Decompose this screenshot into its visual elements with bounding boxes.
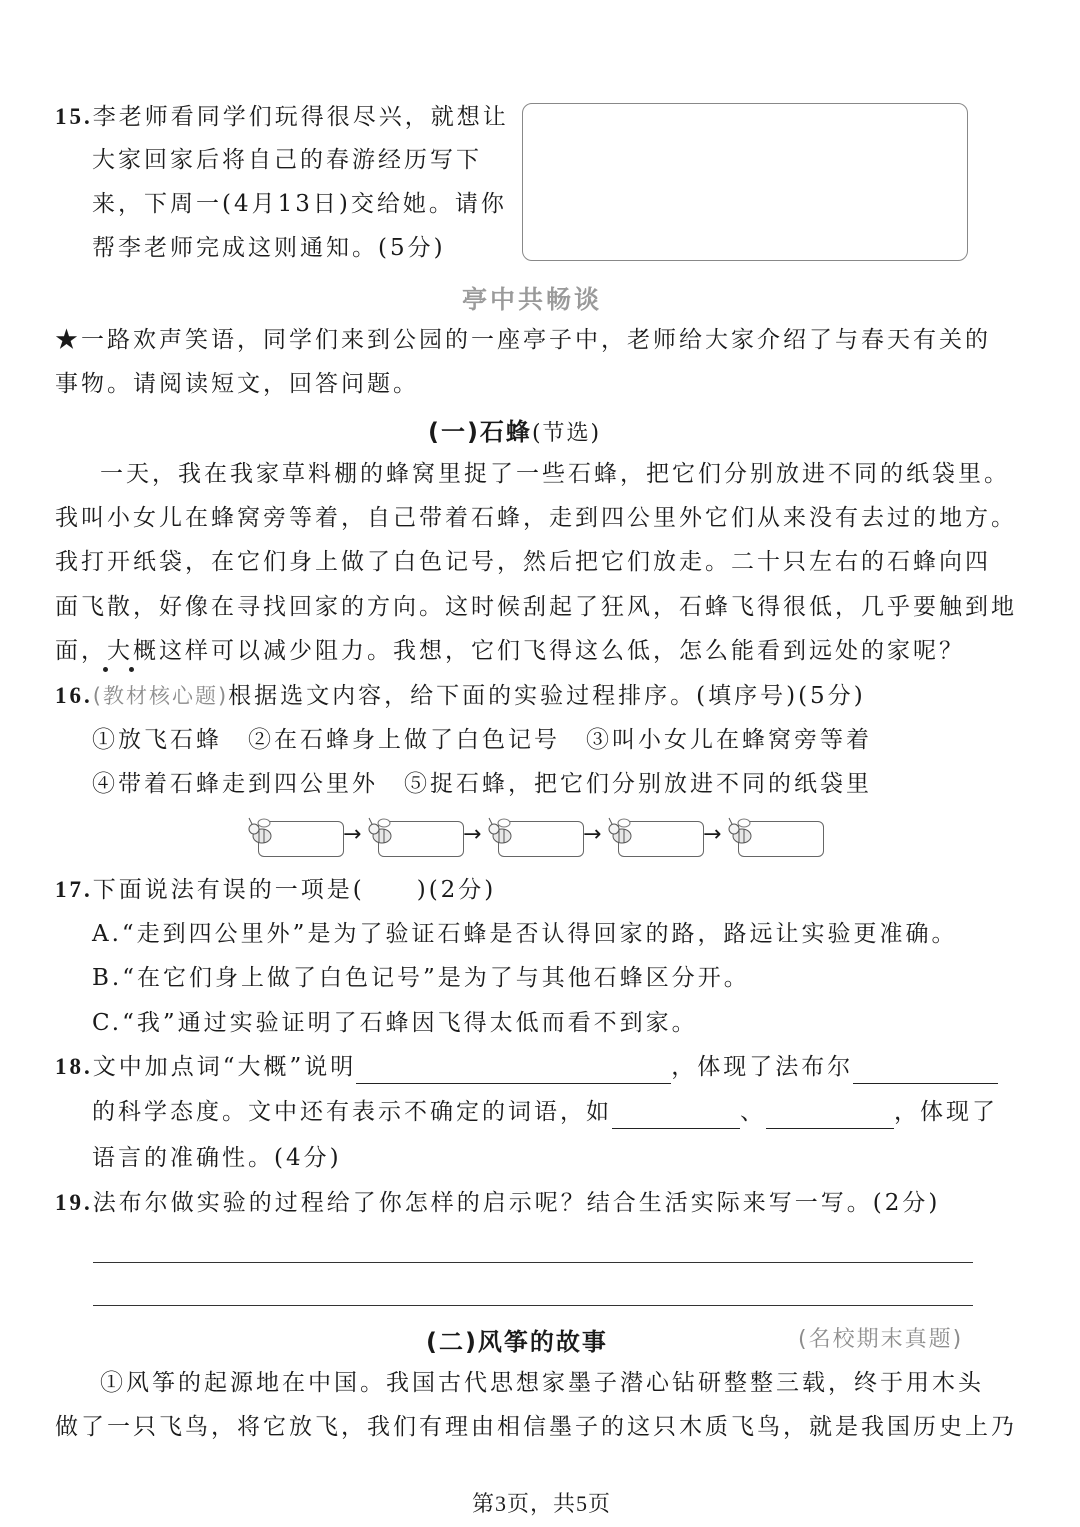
emphasis-dot-1	[103, 667, 108, 672]
q18-part5: ，体现了	[894, 1099, 998, 1125]
bee-icon	[364, 815, 398, 849]
intro-line-1: ★一路欢声笑语，同学们来到公园的一座亭子中，老师给大家介绍了与春天有关的	[55, 327, 991, 353]
sequence-arrow-1: →	[343, 822, 362, 847]
q15-text-1: 李老师看同学们玩得很尽兴，就想让	[92, 104, 509, 130]
passage1-note: (节选)	[531, 421, 602, 446]
passage1-heading	[428, 412, 601, 447]
q18-blank-3[interactable]	[612, 1102, 740, 1129]
q17-line	[55, 873, 496, 907]
passage1-line-5: 面，大概这样可以减少阻力。我想，它们飞得这么低，怎么能看到远处的家呢？	[55, 638, 965, 664]
q18-line-3: 语言的准确性。(4分)	[92, 1145, 342, 1171]
q18-line-1	[55, 1050, 998, 1084]
q18-part4: 、	[740, 1099, 766, 1125]
q18-blank-2[interactable]	[853, 1057, 998, 1084]
sequence-arrow-4: →	[703, 822, 722, 847]
passage1-line-4: 面飞散，好像在寻找回家的方向。这时候刮起了狂风，石蜂飞得很低，几乎要触到地	[55, 594, 1017, 620]
q18-part1: 文中加点词“大概”说明	[92, 1054, 357, 1080]
q17-option-a[interactable]: A.“走到四公里外”是为了验证石蜂是否认得回家的路，路远让实验更准确。	[92, 921, 958, 947]
q16-text: 根据选文内容，给下面的实验过程排序。(填序号)(5分)	[228, 683, 866, 709]
section-title: 亭中共畅谈	[462, 285, 603, 314]
q16-options-line-1: ①放飞石蜂 ②在石蜂身上做了白色记号 ③叫小女儿在蜂窝旁等着	[92, 727, 872, 753]
q16-number: 16.	[55, 683, 93, 708]
passage2-line-2: 做了一只飞鸟，将它放飞，我们有理由相信墨子的这只木质飞鸟，就是我国历史上乃	[55, 1414, 1017, 1440]
q15-number: 15.	[55, 104, 93, 129]
q18-number: 18.	[55, 1054, 93, 1079]
bee-icon	[604, 815, 638, 849]
passage2-tag: (名校期末真题)	[798, 1327, 964, 1352]
q19-line	[55, 1186, 940, 1220]
q19-text: 法布尔做实验的过程给了你怎样的启示呢？结合生活实际来写一写。(2分)	[92, 1190, 941, 1216]
bee-icon	[724, 815, 758, 849]
q19-answer-line-2[interactable]	[93, 1305, 973, 1306]
q15-line-3: 来，下周一(4月13日)交给她。请你	[92, 191, 507, 217]
q16-options-line-2: ④带着石蜂走到四公里外 ⑤捉石蜂，把它们分别放进不同的纸袋里	[92, 771, 872, 797]
sequence-arrow-2: →	[463, 822, 482, 847]
q16-tag: (教材核心题)	[92, 684, 229, 708]
page-footer: 第3页，共5页	[472, 1491, 612, 1516]
sequence-arrow-3: →	[583, 822, 602, 847]
bee-icon	[484, 815, 518, 849]
q17-number: 17.	[55, 877, 93, 902]
q17-option-c[interactable]: C.“我”通过实验证明了石蜂因飞得太低而看不到家。	[92, 1010, 698, 1036]
passage1-line-1: 一天，我在我家草料棚的蜂窝里捉了一些石蜂，把它们分别放进不同的纸袋里。	[100, 461, 1010, 487]
q19-number: 19.	[55, 1190, 93, 1215]
q15-line-1	[55, 100, 509, 134]
intro-line-2: 事物。请阅读短文，回答问题。	[55, 371, 419, 397]
q18-blank-4[interactable]	[766, 1102, 894, 1129]
q18-line-2	[92, 1095, 998, 1129]
q18-part2: ，体现了法布尔	[671, 1054, 854, 1080]
passage1-title: (一)石蜂	[428, 418, 532, 446]
q15-line-2: 大家回家后将自己的春游经历写下	[92, 147, 482, 173]
emphasis-dot-2	[129, 667, 134, 672]
q18-part3: 的科学态度。文中还有表示不确定的词语，如	[92, 1099, 612, 1125]
q17-option-b[interactable]: B.“在它们身上做了白色记号”是为了与其他石蜂区分开。	[92, 965, 750, 991]
passage1-line-2: 我叫小女儿在蜂窝旁等着，自己带着石蜂，走到四公里外它们从来没有去过的地方。	[55, 505, 1017, 531]
bee-icon	[244, 815, 278, 849]
q19-answer-line-1[interactable]	[93, 1262, 973, 1263]
q18-blank-1[interactable]	[356, 1057, 671, 1084]
passage1-line-3: 我打开纸袋，在它们身上做了白色记号，然后把它们放走。二十只左右的石蜂向四	[55, 549, 991, 575]
q15-line-4: 帮李老师完成这则通知。(5分)	[92, 235, 446, 261]
passage2-line-1: ①风筝的起源地在中国。我国古代思想家墨子潜心钻研整整三载，终于用木头	[100, 1370, 984, 1396]
passage2-title: (二)风筝的故事	[426, 1328, 608, 1356]
q17-text: 下面说法有误的一项是( )(2分)	[92, 877, 497, 903]
q16-line	[55, 679, 866, 713]
q15-answer-box[interactable]	[522, 103, 968, 261]
